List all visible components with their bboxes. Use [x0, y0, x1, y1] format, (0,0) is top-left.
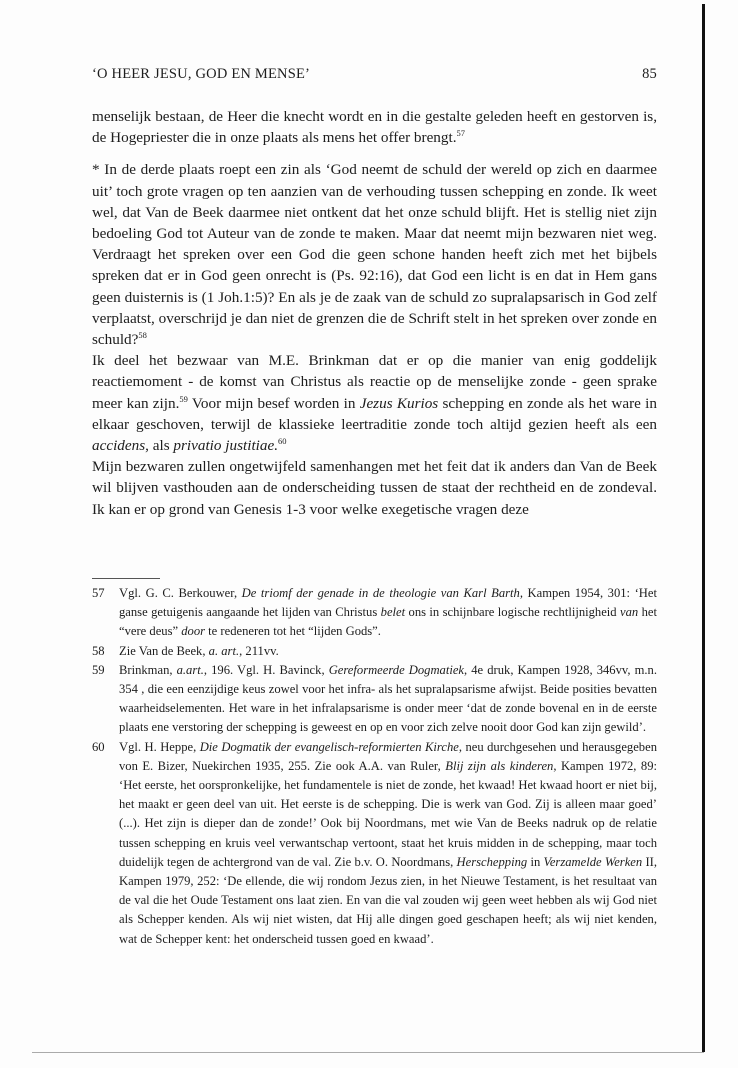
book-title: Jezus Kurios — [359, 394, 439, 412]
footnote-text: het “vere deus” — [119, 605, 657, 639]
footnote-title: Blij zijn als kinderen — [445, 758, 554, 773]
footnote-text: ons in schijnbare logische rechtlijnigheid — [405, 605, 621, 620]
footnote-number: 60 — [92, 739, 105, 754]
paragraph-text: schepping en zonde als het ware in elkaar geschoven, terwijl de klassieke leertraditie zonde toch altijd gezien heeft als een — [92, 394, 657, 433]
footnote-text: , 211vv. — [239, 643, 279, 658]
footnote-60 — [92, 738, 657, 949]
footnote-ref: 57 — [456, 128, 466, 139]
footnote-emphasis: door — [181, 624, 206, 639]
footnote-text: , neu durchgesehen und herausgegeben von E. Bizer, Nuekirchen 1935, 255. Zie ook A.A. van Ruler, — [119, 739, 657, 773]
footnote-title: Gereformeerde Dogmatiek — [328, 662, 465, 677]
page-bottom-edge — [32, 1052, 704, 1053]
paragraph-text: Voor mijn besef worden in — [187, 394, 360, 412]
running-title: ‘O HEER JESU, GOD EN MENSE’ — [92, 66, 311, 82]
footnote-text: , 4e druk, Kampen 1928, 346vv, m.n. 354 , die een eenzijdige keus zowel voor het infra- als het supralapsarisme afwijst. Beide posities bevatten waarheidselementen. Het ware in het infralapsarisme is onder meer ‘dat de zonde bovenal en in de eerste plaats ene verstoring der schepping is geweest en op en voor zich zelve nooit door God kan zijn gewild’. — [119, 662, 657, 735]
footnote-emphasis: a. art. — [208, 643, 240, 658]
footnote-text: Vgl. G. C. Berkouwer, — [119, 586, 242, 600]
running-header — [92, 66, 657, 83]
latin-term: accidens — [92, 437, 146, 455]
footnote-number: 57 — [92, 586, 105, 600]
paragraph — [92, 456, 657, 520]
footnote-separator — [92, 578, 160, 579]
footnote-number: 58 — [92, 643, 105, 658]
paragraph-text: , als — [145, 437, 174, 455]
footnote-title: Verzamelde Werken — [543, 854, 643, 869]
paragraph — [92, 350, 657, 456]
footnote-ref: 59 — [179, 393, 188, 404]
footnote-57 — [92, 584, 657, 642]
footnote-58 — [92, 642, 657, 661]
footnote-title: De triomf der genade in de theologie van Karl Barth, — [241, 586, 523, 600]
footnote-text: , 196. Vgl. H. Bavinck, — [203, 662, 329, 677]
footnote-text: , Kampen 1972, 89: ‘Het eerste, het oorspronkelijke, het fundamentele is niet de zonde, het kwaad! Het kwaad hoort er niet bij, het maakt er geen deel van uit. Het eerste is de schepping. Die is werk van God. Zij is alleen maar goed’ (...). Het zijn is dieper dan de zonde!’ Ook bij Noordmans, met wie Van de Beeks nadruk op de relatie tussen schepping en kruis veel verwantschap vertoont, staat het kruis midden in de schepping, maar toch duidelijk tegen de achtergrond van de val. Zie b.v. O. Noordmans, — [119, 758, 658, 869]
footnote-text: II, Kampen 1979, 252: ‘De ellende, die wij rondom Jezus zien, in het Nieuwe Testament, is het resultaat van de val die het Oude Testament ons laat zien. En van die val zouden wij geen weet hebben als wij God niet als Schepper kenden. Als wij niet wisten, dat Hij alle dingen goed geschapen heeft; als wij niet kenden, wat de Schepper kent: het onderscheid tussen goed en kwaad’. — [119, 854, 658, 946]
footnote-text: Brinkman, — [119, 662, 177, 677]
footnote-ref: 58 — [138, 329, 147, 340]
paragraph-text: Mijn bezwaren zullen ongetwijfeld samenhangen met het feit dat ik anders dan Van de Beek wil blijven vasthouden aan de onderscheiding tussen de staat der rechtheid en de zondeval. Ik kan er op grond van Genesis 1-3 voor welke exegetische vragen deze — [92, 458, 657, 518]
footnote-ref: 60 — [278, 435, 287, 446]
paragraph — [92, 106, 657, 148]
footnote-text: in — [527, 854, 544, 869]
paragraph — [92, 159, 657, 350]
footnote-emphasis: van — [620, 605, 639, 620]
footnote-text: Kampen 1954, 301: ‘Het ganse getuigenis aangaande het lijden van Christus — [119, 586, 657, 620]
page-edge-shadow — [702, 4, 705, 1052]
paragraph-text: menselijk bestaan, de Heer die knecht wordt en in die gestalte geleden heeft en gestorven is, de Hogepriester die in onze plaats als mens het offer brengt. — [92, 108, 657, 147]
latin-term: privatio justitiae. — [173, 437, 279, 455]
footnotes — [92, 584, 657, 949]
paragraph-text: * In de derde plaats roept een zin als ‘God neemt de schuld der wereld op zich en daarmee uit’ toch grote vragen op ten aanzien van de verhouding tussen schepping en zonde. Ik weet wel, dat Van de Beek daarmee niet ontkent dat het onze schuld blijft. Het is stellig niet zijn bedoeling God tot Auteur van de zonde te maken. Maar dat neemt mijn bezwaren niet weg. Verdraagt het spreken over een God die geen schone handen heeft zich met het bijbels spreken dat er in God geen onrecht is (Ps. 92:16), dat God een licht is en dat in Hem gans geen duisternis is (1 Joh.1:5)? En als je de zaak van de schuld zo supralapsarisch in God zelf verplaatst, overschrijd je dan niet de grenzen die de Schrift stelt in het spreken over zonde en schuld? — [92, 161, 657, 349]
main-text — [92, 106, 657, 520]
footnote-title: Herschepping — [456, 854, 528, 869]
page-number: 85 — [642, 66, 657, 82]
footnote-text: Zie Van de Beek, — [119, 643, 209, 658]
footnote-text: te redeneren tot het “lijden Gods”. — [205, 624, 381, 639]
footnote-emphasis: a.art. — [176, 662, 204, 677]
footnote-title: Die Dogmatik der evangelisch-reformierten Kirche — [199, 739, 459, 754]
footnote-text: Vgl. H. Heppe, — [119, 739, 200, 754]
footnote-emphasis: belet — [380, 605, 406, 620]
footnote-59 — [92, 661, 657, 738]
footnote-number: 59 — [92, 662, 105, 677]
paragraph-text: Ik deel het bezwaar van M.E. Brinkman dat er op die manier van enig goddelijk reactiemoment - de komst van Christus als reactie op de menselijke zonde - geen sprake meer kan zijn. — [92, 352, 657, 412]
